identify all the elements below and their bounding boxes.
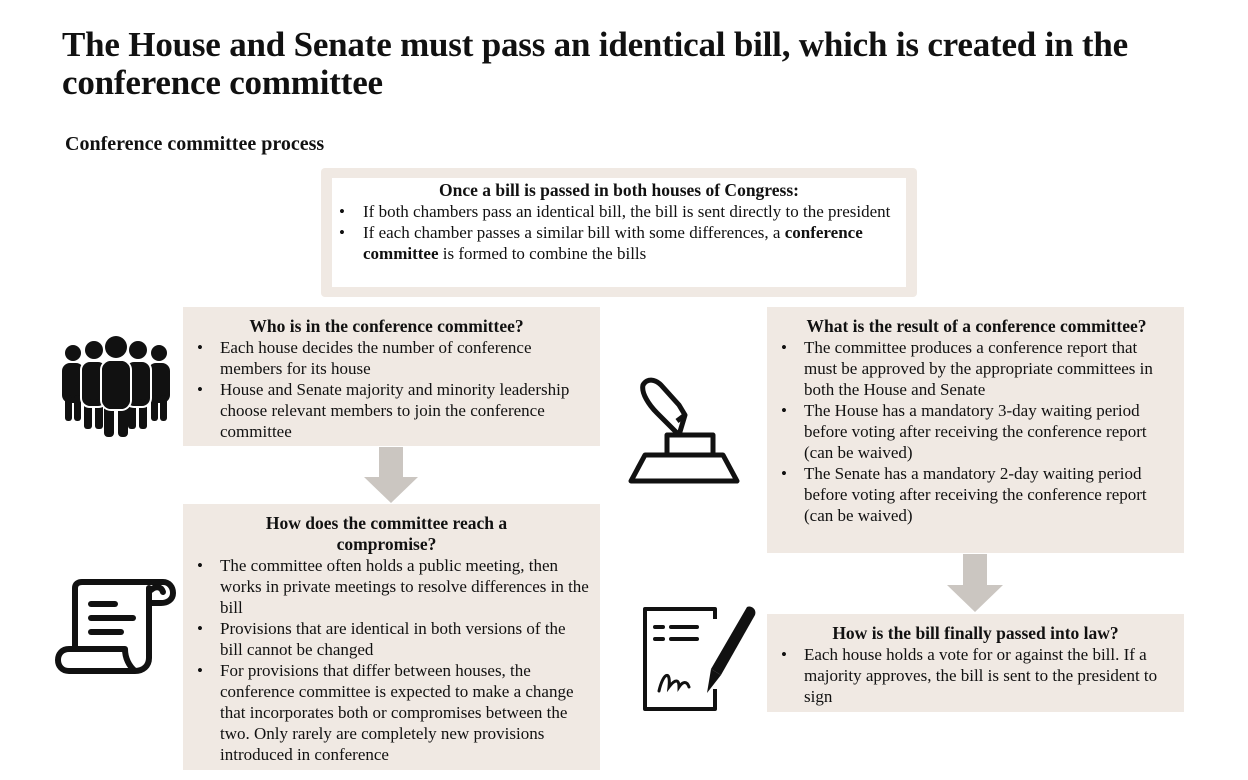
result-heading: What is the result of a conference committee? xyxy=(806,316,1147,336)
intro-bullet: • If both chambers pass an identical bill, the bill is sent directly to the president xyxy=(332,201,906,222)
down-arrow-icon xyxy=(947,554,1003,612)
law-box xyxy=(767,614,1184,712)
ballot-vote-icon xyxy=(627,375,741,487)
page-title: The House and Senate must pass an identical bill, which is created in the conference committee xyxy=(62,25,1128,102)
intro-bullet-text: is formed to combine the bills xyxy=(438,244,647,263)
scroll-document-icon xyxy=(55,578,177,676)
page-subtitle: Conference committee process xyxy=(65,133,325,155)
who-bullet: • House and Senate majority and minority leadership choose relevant members to join the conference committee xyxy=(183,379,590,442)
how-bullet: • The committee often holds a public meeting, then works in private meetings to resolve differences in the bill xyxy=(183,555,590,618)
result-bullet: • The committee produces a conference report that must be approved by the appropriate committees in both the House and Senate xyxy=(767,337,1164,400)
how-list xyxy=(183,555,590,765)
who-box xyxy=(183,307,600,446)
law-heading: How is the bill finally passed into law? xyxy=(832,623,1119,643)
how-box xyxy=(183,504,600,770)
who-list xyxy=(183,337,590,442)
result-list xyxy=(767,337,1164,526)
result-bullet: • The Senate has a mandatory 2-day waiting period before voting after receiving the conference report (can be waived) xyxy=(767,463,1164,526)
people-group-icon xyxy=(60,335,172,437)
intro-bullet xyxy=(332,222,906,264)
signing-document-icon xyxy=(641,603,759,713)
how-heading: How does the committee reach a compromise? xyxy=(265,513,508,554)
intro-box xyxy=(332,178,906,287)
how-bullet: • Provisions that are identical in both versions of the bill cannot be changed xyxy=(183,618,590,660)
intro-heading: Once a bill is passed in both houses of Congress: xyxy=(439,180,799,200)
result-box xyxy=(767,307,1184,553)
intro-bullet-text: If each chamber passes a similar bill with some differences, a xyxy=(363,223,785,242)
how-bullet: • For provisions that differ between houses, the conference committee is expected to make a change that incorporates both or compromises between the two. Only rarely are completely new provisions introduced in conference xyxy=(183,660,590,765)
law-bullet: • Each house holds a vote for or against the bill. If a majority approves, the bill is sent to the president to sign xyxy=(767,644,1166,707)
who-heading: Who is in the conference committee? xyxy=(249,316,524,336)
down-arrow-icon xyxy=(364,447,418,503)
law-list xyxy=(767,644,1166,707)
intro-bullet-bold: conference committee xyxy=(363,223,863,263)
who-bullet: • Each house decides the number of conference members for its house xyxy=(183,337,590,379)
intro-list xyxy=(332,201,906,264)
result-bullet: • The House has a mandatory 3-day waiting period before voting after receiving the conference report (can be waived) xyxy=(767,400,1164,463)
